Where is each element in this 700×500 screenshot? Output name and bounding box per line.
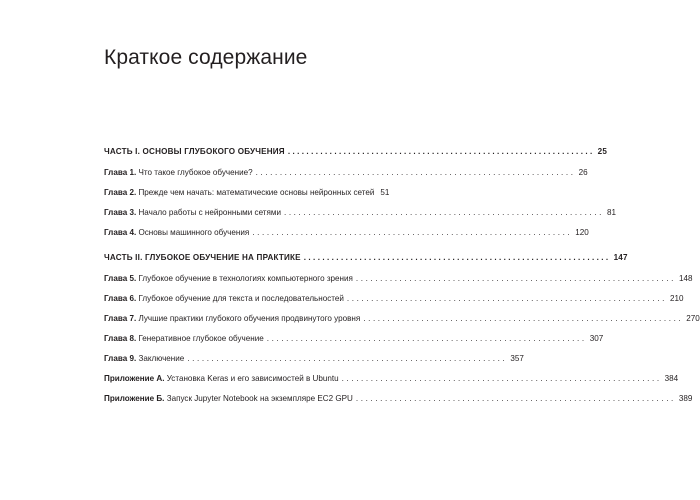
chapter-prefix: Глава 5. bbox=[104, 274, 137, 283]
chapter-title: Что такое глубокое обучение? bbox=[138, 168, 253, 177]
chapter-prefix: Глава 9. bbox=[104, 354, 137, 363]
chapter-title: Генеративное глубокое обучение bbox=[138, 334, 264, 343]
chapter-prefix: Глава 7. bbox=[104, 314, 137, 323]
page-number: 270 bbox=[686, 314, 700, 323]
toc-chapter-5 bbox=[104, 273, 693, 284]
page-number: 120 bbox=[575, 228, 589, 237]
toc-appendix-a bbox=[104, 373, 679, 384]
page-number: 25 bbox=[597, 147, 608, 156]
chapter-prefix: Глава 1. bbox=[104, 168, 137, 177]
chapter-label bbox=[104, 313, 360, 324]
part-title: ЧАСТЬ I. ОСНОВЫ ГЛУБОКОГО ОБУЧЕНИЯ bbox=[104, 147, 285, 156]
page-number: 26 bbox=[578, 168, 588, 177]
page-number: 357 bbox=[510, 354, 524, 363]
page-number: 81 bbox=[607, 208, 617, 217]
appendix-title: Запуск Jupyter Notebook на экземпляре EC2 GPU bbox=[166, 394, 353, 403]
dot-leader: .................................................................. bbox=[355, 394, 676, 403]
chapter-label bbox=[104, 227, 249, 238]
chapter-prefix: Глава 2. bbox=[104, 188, 137, 197]
chapter-label bbox=[104, 333, 264, 344]
page-title: Краткое содержание bbox=[104, 46, 308, 69]
chapter-title: Начало работы с нейронными сетями bbox=[138, 208, 281, 217]
page-number: 51 bbox=[380, 188, 390, 197]
chapter-label bbox=[104, 353, 184, 364]
chapter-label bbox=[104, 273, 353, 284]
dot-leader: .................................................................. bbox=[346, 294, 667, 303]
part-title: ЧАСТЬ II. ГЛУБОКОЕ ОБУЧЕНИЕ НА ПРАКТИКЕ bbox=[104, 253, 301, 262]
toc-chapter-9 bbox=[104, 353, 524, 364]
chapter-title: Глубокое обучение для текста и последовательностей bbox=[138, 294, 344, 303]
chapter-title: Прежде чем начать: математические основы нейронных сетей bbox=[138, 188, 375, 197]
dot-leader: .................................................................. bbox=[287, 147, 595, 156]
chapter-prefix: Глава 8. bbox=[104, 334, 137, 343]
chapter-title: Заключение bbox=[138, 354, 185, 363]
page-number: 210 bbox=[669, 294, 684, 303]
toc-part-2 bbox=[104, 252, 628, 263]
dot-leader: .................................................................. bbox=[355, 274, 676, 283]
toc-appendix-b bbox=[104, 393, 693, 404]
toc-chapter-7 bbox=[104, 313, 700, 324]
toc-part-1 bbox=[104, 146, 608, 157]
dot-leader: .................................................................. bbox=[187, 354, 508, 363]
chapter-label bbox=[104, 207, 281, 218]
dot-leader: .................................................................. bbox=[283, 208, 604, 217]
chapter-title: Глубокое обучение в технологиях компьютерного зрения bbox=[138, 274, 353, 283]
chapter-title: Лучшие практики глубокого обучения продвинутого уровня bbox=[138, 314, 361, 323]
chapter-label bbox=[104, 167, 253, 178]
toc-chapter-3 bbox=[104, 207, 617, 218]
page-number: 384 bbox=[664, 374, 679, 383]
page-number: 147 bbox=[613, 253, 628, 262]
dot-leader: .................................................................. bbox=[266, 334, 587, 343]
page-number: 148 bbox=[678, 274, 693, 283]
appendix-prefix: Приложение Б. bbox=[104, 394, 165, 403]
dot-leader: .................................................................. bbox=[341, 374, 662, 383]
chapter-prefix: Глава 6. bbox=[104, 294, 137, 303]
toc-chapter-8 bbox=[104, 333, 604, 344]
page-number: 389 bbox=[678, 394, 693, 403]
dot-leader: .................................................................. bbox=[303, 253, 611, 262]
appendix-title: Установка Keras и его зависимостей в Ubuntu bbox=[166, 374, 339, 383]
chapter-prefix: Глава 3. bbox=[104, 208, 137, 217]
toc-chapter-2 bbox=[104, 187, 390, 198]
appendix-prefix: Приложение А. bbox=[104, 374, 165, 383]
table-of-contents bbox=[104, 146, 700, 404]
toc-chapter-1 bbox=[104, 167, 588, 178]
chapter-prefix: Глава 4. bbox=[104, 228, 137, 237]
dot-leader: .................................................................. bbox=[363, 314, 684, 323]
dot-leader: .................................................................. bbox=[252, 228, 573, 237]
appendix-label bbox=[104, 373, 339, 384]
toc-chapter-6 bbox=[104, 293, 684, 304]
dot-leader: .................................................................. bbox=[255, 168, 576, 177]
toc-chapter-4 bbox=[104, 227, 589, 238]
appendix-label bbox=[104, 393, 353, 404]
chapter-label bbox=[104, 293, 344, 304]
chapter-title: Основы машинного обучения bbox=[138, 228, 250, 237]
chapter-label bbox=[104, 187, 374, 198]
page-number: 307 bbox=[589, 334, 604, 343]
